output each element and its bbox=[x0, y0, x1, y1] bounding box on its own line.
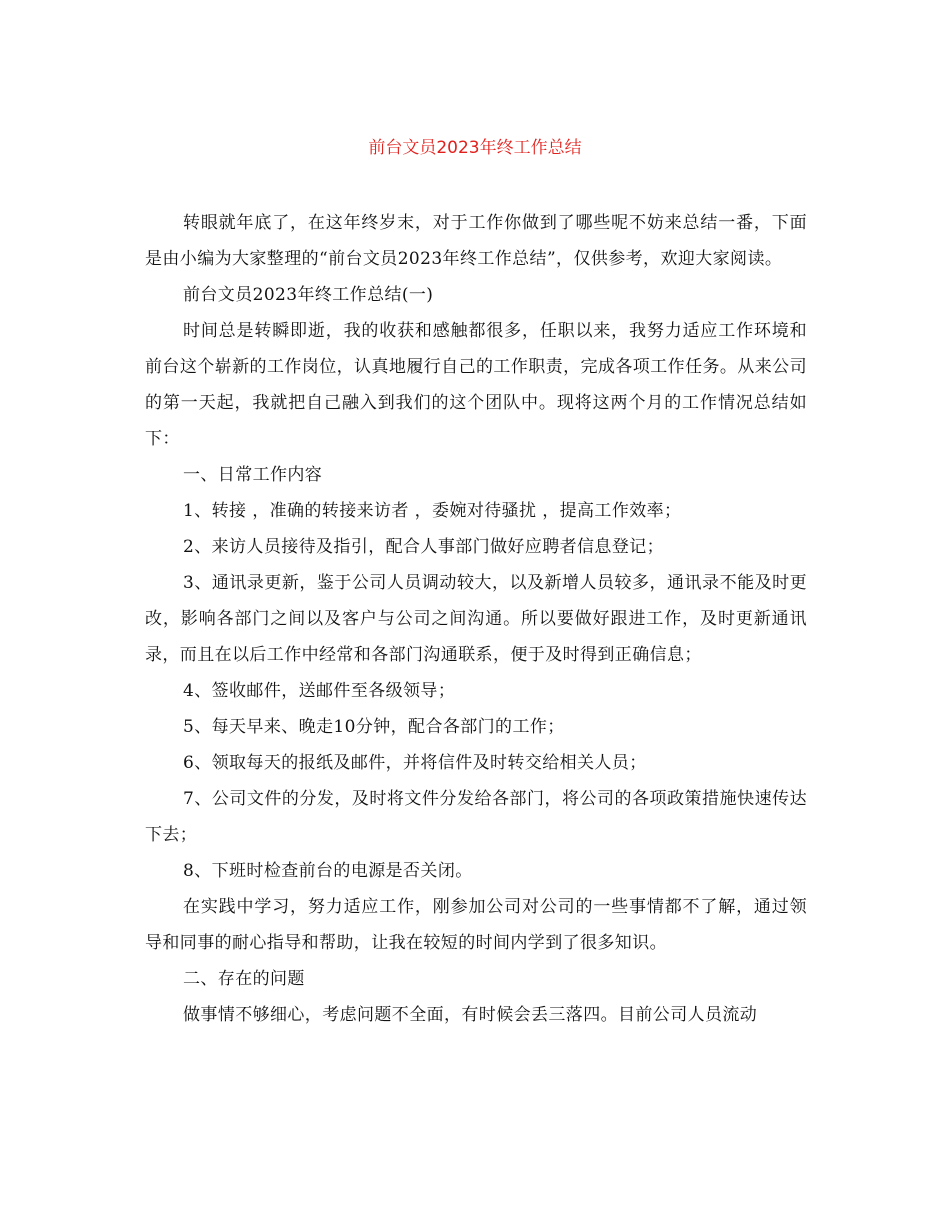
section-heading-daily-work: 一、日常工作内容 bbox=[183, 465, 323, 485]
paragraph-overview: 时间总是转瞬即逝，我的收获和感触都很多，任职以来，我努力适应工作环境和前台这个崭新的工作岗位，认真地履行自己的工作职责，完成各项工作任务。从来公司的第一天起，我就把自己融入到我们的这个团队中。现将这两个月的工作情况总结如下： bbox=[145, 321, 807, 449]
document-body bbox=[145, 205, 807, 1033]
list-item: 5、每天早来、晚走10分钟，配合各部门的工作； bbox=[183, 717, 565, 737]
list-item: 6、领取每天的报纸及邮件，并将信件及时转交给相关人员； bbox=[183, 753, 647, 773]
section-heading-summary-one: 前台文员2023年终工作总结(一) bbox=[183, 285, 434, 305]
list-item: 4、签收邮件，送邮件至各级领导； bbox=[183, 681, 456, 701]
paragraph-intro: 转眼就年底了，在这年终岁末，对于工作你做到了哪些呢不妨来总结一番，下面是由小编为大家整理的“前台文员2023年终工作总结”，仅供参考，欢迎大家阅读。 bbox=[145, 213, 807, 269]
list-item: 1、转接 ，准确的转接来访者 ，委婉对待骚扰 ，提高工作效率； bbox=[183, 501, 682, 521]
paragraph-problems: 做事情不够细心，考虑问题不全面，有时候会丢三落四。目前公司人员流动 bbox=[183, 1005, 758, 1025]
section-heading-problems: 二、存在的问题 bbox=[183, 969, 305, 989]
paragraph-learning: 在实践中学习，努力适应工作，刚参加公司对公司的一些事情都不了解，通过领导和同事的耐心指导和帮助，让我在较短的时间内学到了很多知识。 bbox=[145, 897, 807, 953]
list-item: 7、公司文件的分发，及时将文件分发给各部门，将公司的各项政策措施快速传达下去； bbox=[145, 789, 807, 845]
list-item: 8、下班时检查前台的电源是否关闭。 bbox=[183, 861, 473, 881]
document-title: 前台文员2023年终工作总结 bbox=[368, 138, 582, 158]
list-item: 3、通讯录更新，鉴于公司人员调动较大，以及新增人员较多，通讯录不能及时更改，影响各部门之间以及客户与公司之间沟通。所以要做好跟进工作，及时更新通讯录，而且在以后工作中经常和各部门沟通联系，便于及时得到正确信息； bbox=[145, 573, 807, 665]
list-item: 2、来访人员接待及指引，配合人事部门做好应聘者信息登记； bbox=[183, 537, 665, 557]
